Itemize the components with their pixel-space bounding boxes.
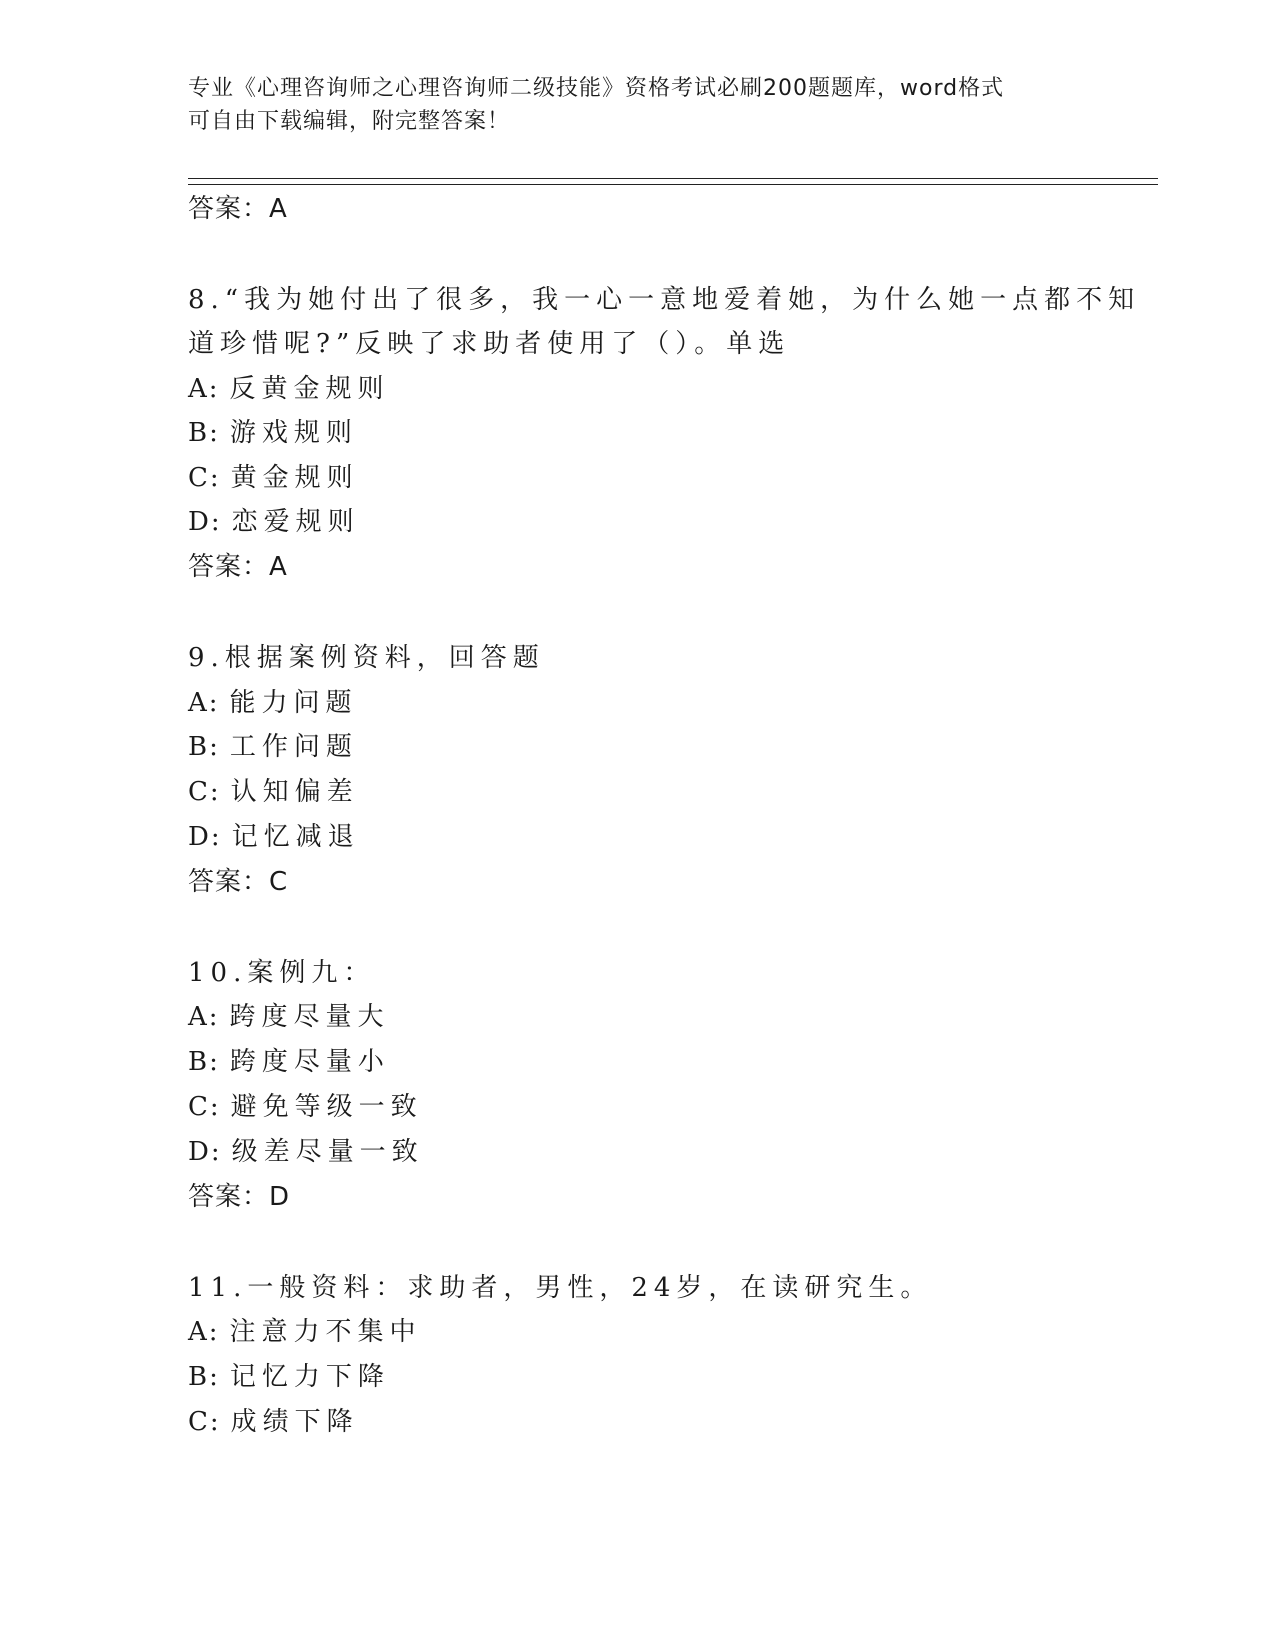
question-8-option-c: C: 黄金规则 — [188, 463, 359, 493]
answer-q9: 答案：C — [188, 867, 289, 897]
question-9-line-1: 9.根据案例资料，回答题 — [188, 643, 545, 673]
header-rule-top — [188, 178, 1158, 179]
question-10-line-1: 10.案例九： — [188, 958, 376, 988]
header-line-1: 专业《心理咨询师之心理咨询师二级技能》资格考试必刷200题题库，word格式 — [188, 76, 1005, 101]
question-9-option-b: B: 工作问题 — [188, 732, 358, 762]
question-8-option-d: D: 恋爱规则 — [188, 507, 360, 537]
answer-q7: 答案：A — [188, 194, 288, 224]
answer-q10: 答案：D — [188, 1182, 291, 1212]
question-10-option-d: D: 级差尽量一致 — [188, 1137, 424, 1167]
question-8-option-a: A: 反黄金规则 — [188, 374, 390, 404]
question-10-option-a: A: 跨度尽量大 — [188, 1002, 390, 1032]
question-11-option-b: B: 记忆力下降 — [188, 1362, 390, 1392]
header-line-2: 可自由下载编辑，附完整答案！ — [188, 109, 511, 134]
question-10-option-c: C: 避免等级一致 — [188, 1092, 423, 1122]
question-10-option-b: B: 跨度尽量小 — [188, 1047, 390, 1077]
question-11-option-a: A: 注意力不集中 — [188, 1317, 422, 1347]
answer-q8: 答案：A — [188, 552, 288, 582]
question-8-line-2: 道珍惜呢?”反映了求助者使用了（）。单选 — [188, 329, 791, 359]
question-9-option-c: C: 认知偏差 — [188, 777, 359, 807]
header-rule-bottom — [188, 184, 1158, 185]
question-9-option-a: A: 能力问题 — [188, 688, 358, 718]
question-11-line-1: 11.一般资料：求助者，男性，24岁，在读研究生。 — [188, 1273, 933, 1303]
question-9-option-d: D: 记忆减退 — [188, 822, 360, 852]
question-11-option-c: C: 成绩下降 — [188, 1407, 359, 1437]
question-8-option-b: B: 游戏规则 — [188, 418, 358, 448]
question-8-line-1: 8.“我为她付出了很多，我一心一意地爱着她，为什么她一点都不知 — [188, 285, 1141, 315]
document-header — [188, 72, 1068, 138]
